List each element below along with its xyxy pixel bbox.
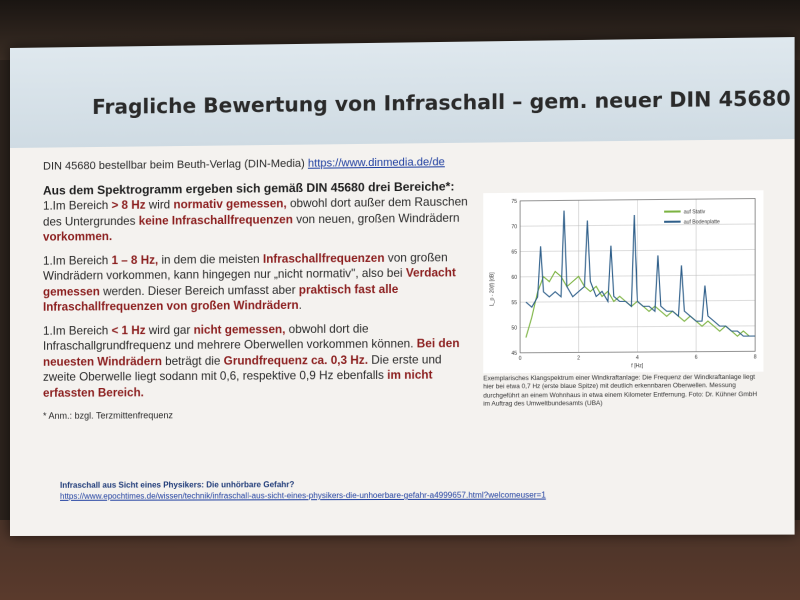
x-tick-label: 6 [694, 354, 698, 361]
intro-heading: Aus dem Spektrogramm ergeben sich gemäß DIN 45680 drei Bereiche*: [43, 178, 455, 198]
spectrum-chart-svg [483, 190, 763, 373]
x-axis-label: f [Hz] [631, 363, 644, 370]
y-axis-label: L_p - 20(f) [dB] [489, 272, 496, 307]
x-tick-label: 0 [518, 355, 522, 362]
paragraph-below-1hz: 1.Im Bereich < 1 Hz wird gar nicht gemessen, obwohl dort die Infraschallgrundfrequenz und mehrere Oberwellen vorkommen können. Bei den neuesten Windrädern beträgt die Grundfrequenz ca. 0,3 Hz. Die erste und zweite Oberwelle liegt sodann mit 0,6, respektive 0,9 Hz ebenfalls im nicht erfassten Bereich. [43, 321, 460, 400]
spectrum-chart [483, 190, 763, 373]
chart-background [483, 190, 763, 373]
paragraph-above-8hz: 1.Im Bereich > 8 Hz wird normativ gemessen, obwohl dort außer dem Rauschen des Untergrundes keine Infraschallfrequenzen von neuen, großen Windrädern vorkommen. [43, 195, 468, 244]
y-tick-label: 50 [511, 325, 518, 332]
epochtimes-link[interactable]: https://www.epochtimes.de/wissen/technik/infraschall-aus-sicht-eines-physikers-die-unhoerbare-gefahr-a4999657.html?welcomeuser=1 [60, 490, 546, 501]
y-tick-label: 60 [511, 274, 518, 281]
paragraph-1-to-8hz: 1.Im Bereich 1 – 8 Hz, in dem die meisten Infraschallfrequenzen von großen Windrädern vorkommen, kann hingegen nur „nicht normativ", also bei Verdacht gemessen werden. Dieser Bereich umfasst aber praktisch fast alle Infraschallfrequenzen von großen Windrädern. [43, 250, 456, 314]
y-tick-label: 45 [511, 350, 518, 357]
x-tick-label: 8 [753, 354, 757, 361]
y-tick-label: 65 [511, 249, 518, 256]
y-tick-label: 75 [511, 198, 518, 206]
source-text: DIN 45680 bestellbar beim Beuth-Verlag (DIN-Media) [43, 157, 308, 173]
legend-label: auf Stativ [683, 209, 706, 216]
x-tick-label: 4 [635, 355, 639, 362]
reference-title: Infraschall aus Sicht eines Physikers: Die unhörbare Gefahr? [60, 480, 295, 490]
y-tick-label: 55 [511, 300, 518, 307]
footnote: * Anm.: bzgl. Terzmittenfrequenz [43, 410, 173, 421]
slide-title: Fragliche Bewertung von Infraschall – gem. neuer DIN 45680 [92, 86, 791, 120]
chart-caption: Exemplarisches Klangspektrum einer Windkraftanlage: Die Frequenz der Windkraftanlage liegt hier bei etwa 0,7 Hz (erste blaue Spitze) mit deutlich erkennbaren Oberwellen. Messung durchgeführt an einem Wohnhaus in etwa einem Kilometer Entfernung. Foto: Dr. Kühner GmbH im Auftrag des Umweltbundesamts (UBA) [483, 373, 758, 408]
x-tick-label: 2 [577, 355, 581, 362]
reference-block [60, 478, 712, 502]
y-tick-label: 70 [511, 224, 518, 231]
dinmedia-link[interactable]: https://www.dinmedia.de/de [307, 156, 445, 170]
slide-body-text [43, 155, 468, 432]
legend-label: auf Bodenplatte [683, 219, 720, 226]
projection-screen [10, 37, 795, 536]
source-line [43, 155, 468, 175]
